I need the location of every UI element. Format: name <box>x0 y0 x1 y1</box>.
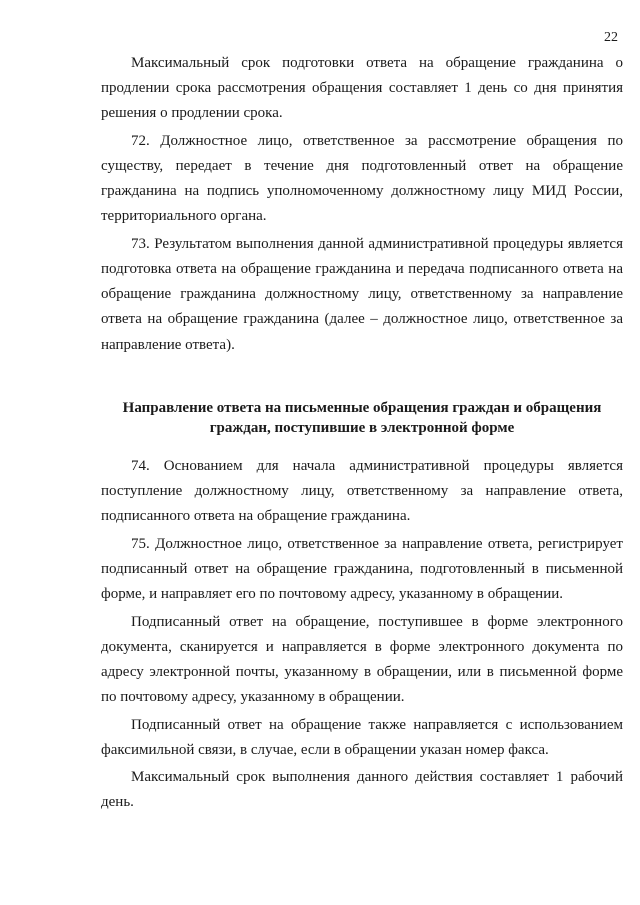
section-heading: Направление ответа на письменные обращения граждан и обращения граждан, поступившие в электронной форме <box>122 400 602 436</box>
top-text-block <box>101 51 623 360</box>
paragraph-75: 75. Должностное лицо, ответственное за направление ответа, регистрирует подписанный ответ на обращение гражданина, подготовленный в письменной форме, и направляет его по почтовому адресу, указанному в обращении. <box>101 535 623 603</box>
paragraph-72: 72. Должностное лицо, ответственное за рассмотрение обращения по существу, передает в течение дня подготовленный ответ на обращение гражданина на подпись уполномоченному должностному лицу МИД России, территориального органа. <box>101 132 623 225</box>
bottom-text-block <box>101 454 623 818</box>
paragraph-73: 73. Результатом выполнения данной административной процедуры является подготовка ответа на обращение гражданина и передача подписанного ответа на обращение гражданина должностному лицу, ответственному за направление ответа на обращение гражданина (далее – должностное лицо, ответственное за направление ответа). <box>101 235 623 353</box>
page-number: 22 <box>604 30 618 45</box>
paragraph-action-term: Максимальный срок выполнения данного действия составляет 1 рабочий день. <box>101 769 623 811</box>
paragraph-max-term: Максимальный срок подготовки ответа на обращение гражданина о продлении срока рассмотрения обращения составляет 1 день со дня принятия решения о продлении срока. <box>101 55 623 122</box>
paragraph-74: 74. Основанием для начала административной процедуры является поступление должностному лицу, ответственному за направление ответа, подписанного ответа на обращение гражданина. <box>101 458 623 525</box>
paragraph-fax-answer: Подписанный ответ на обращение также направляется с использованием факсимильной связи, в случае, если в обращении указан номер факса. <box>101 716 623 758</box>
paragraph-electronic-answer: Подписанный ответ на обращение, поступившее в форме электронного документа, сканируется и направляется в форме электронного документа по адресу электронной почты, указанному в обращении, или в письменной форме по почтовому адресу, указанному в обращении. <box>101 613 623 706</box>
